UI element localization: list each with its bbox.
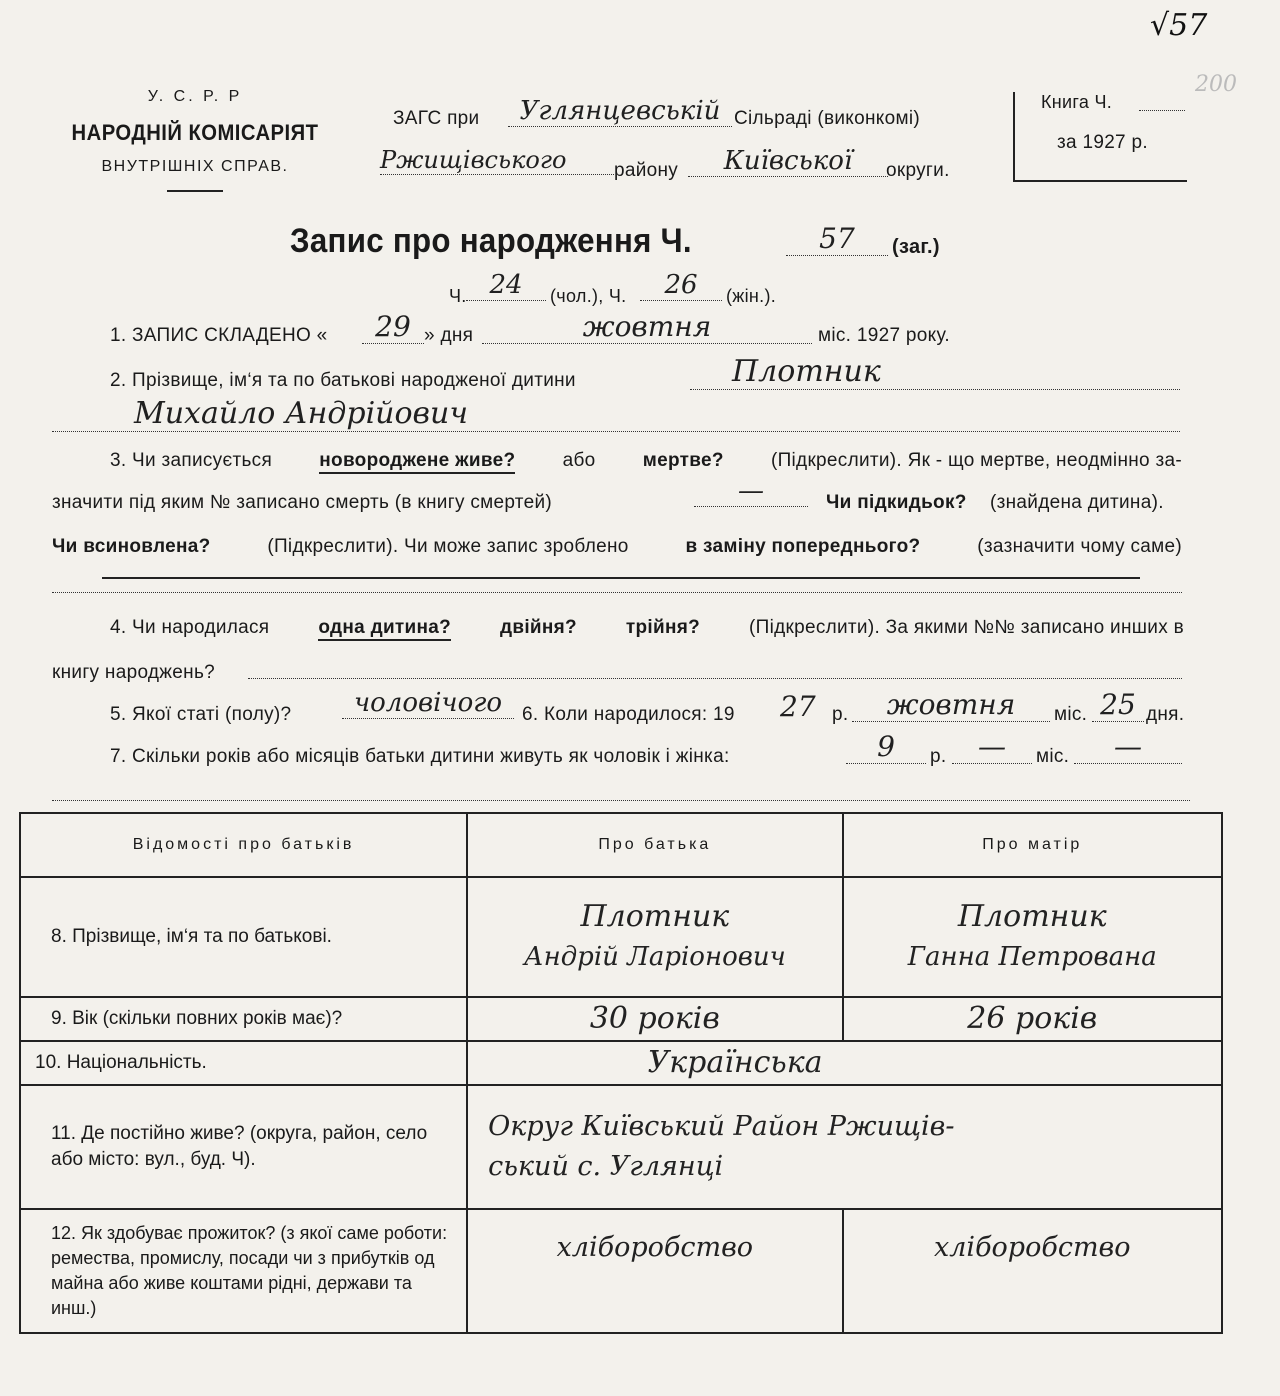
row-label-residence: 11. Де постійно живе? (округа, район, село або місто: вул., буд. Ч). [20,1085,467,1209]
header-info: Відомості про батьків [20,813,467,877]
village-council-field: Углянцевській [508,96,732,127]
male-label: (чол.), Ч. [550,286,627,306]
father-name-cell [467,877,842,997]
table-row-occupation [20,1209,1222,1333]
strike-line [102,577,1140,579]
male-count-field: 24 [466,270,546,301]
item7-blank-line [52,800,1190,801]
option-replacement: в заміну попереднього? [685,536,921,557]
female-count-field: 26 [640,270,722,301]
item7-label: 7. Скільки років або місяців батьки дитини живуть як чоловік і жінка: [110,746,730,767]
item4-line1 [110,617,1184,641]
option-single: одна дитина? [318,617,451,641]
row-label-occupation: 12. Як здобуває прожиток? (з якої саме роботи: ремества, промислу, посади чи з прибутків од майна або живе коштами рідні, держави та инш.) [20,1209,467,1333]
birth-month-field: жовтня [852,688,1050,722]
zags-prefix: ЗАГС при [393,108,480,129]
father-surname: Плотник [580,899,730,934]
book-number-dots [1139,110,1185,111]
row-label-names: 8. Прізвище, ім‘я та по батькові. [20,877,467,997]
item3-q: 3. Чи записується [110,450,273,471]
mother-age-cell: 26 років [843,997,1222,1041]
item7-extra-field: — [1074,730,1182,764]
residence-cell [467,1085,1222,1209]
item6-day-suffix: дня. [1146,704,1185,725]
child-surname-field [690,354,1180,390]
death-record-field: — [694,476,808,507]
option-foundling: Чи підкидьок? [826,492,967,513]
row-label-nationality: 10. Національність. [20,1041,467,1085]
archive-number-mark: √57 [1150,8,1208,43]
child-name: Михайло Андрійович [134,396,468,431]
item1-month-field: жовтня [482,310,812,344]
item6-month-suffix: міс. [1054,704,1088,725]
item3-replacement-note: (зазначити чому саме) [977,536,1182,557]
item3-or: або [562,450,596,471]
item3-blank-line [52,592,1182,593]
mother-given-names: Ганна Петрована [907,942,1157,972]
sub-prefix: Ч. [449,286,467,306]
mother-occupation-cell: хліборобство [843,1209,1222,1333]
item2-label: 2. Прізвище, ім‘я та по батькові народженої дитини [110,370,576,391]
item6-year-suffix: р. [832,704,849,725]
faint-pencil-mark: 200 [1195,72,1237,97]
item4-q: 4. Чи народилася [110,617,270,638]
raion-label: району [614,160,679,181]
option-twins: двійня? [500,617,577,638]
parents-table [19,812,1223,1334]
option-alive: новороджене живе? [319,450,515,474]
item3-line1 [110,450,1182,474]
mother-surname: Плотник [957,899,1107,934]
issuing-authority [60,88,330,192]
residence-line2: ський с. Углянці [488,1151,724,1182]
option-dead: мертве? [642,450,724,471]
table-row-age [20,997,1222,1041]
item1-suffix: міс. 1927 року. [818,325,950,346]
item3-line3 [52,536,1182,558]
item4-instruction: (Підкреслити). За якими №№ записано инших в [748,617,1184,638]
table-row-residence [20,1085,1222,1209]
item6-label: 6. Коли народилося: 19 [522,704,735,725]
child-name-field [52,396,1180,432]
item3-foundling-note: (знайдена дитина). [990,492,1164,513]
birth-year-field: 27 [780,690,816,723]
book-box [1013,92,1187,182]
item3-line2a: значити під яким № записано смерть (в книгу смертей) [52,492,552,513]
header-father: Про батька [467,813,842,877]
book-year: за 1927 р. [1057,132,1148,153]
raion-field: Ржищівського [380,146,614,175]
okruha-field: Київської [688,146,888,177]
row-label-age: 9. Вік (скільки повних років має)? [20,997,467,1041]
header-divider [167,190,223,192]
record-number-field: 57 [786,222,888,256]
item4-blank-field [248,678,1182,679]
father-age-cell: 30 років [467,997,842,1041]
female-label: (жін.). [726,286,777,306]
item5-label: 5. Якої статі (полу)? [110,704,292,725]
item1-label: 1. ЗАПИС СКЛАДЕНО « [110,325,328,346]
item3-instruction: (Підкреслити). Як - що мертве, неодмінно за- [770,450,1182,471]
book-label: Книга Ч. [1041,92,1113,112]
item1-day-field: 29 [362,310,424,344]
option-adopted: Чи всиновлена? [52,536,211,557]
mother-name-cell [843,877,1222,997]
nationality-cell: Українська [467,1041,1222,1085]
ministry-label: ВНУТРІШНІХ СПРАВ. [101,158,289,175]
zags-suffix: Сільраді (виконкомі) [734,108,920,129]
item1-day-label: » дня [424,325,474,346]
item4-line2: книгу народжень? [52,662,216,683]
total-label: (заг.) [892,236,940,258]
item7-months-suffix: міс. [1036,746,1070,767]
commissariat-label: НАРОДНІЙ КОМІСАРІЯТ [71,120,319,145]
father-occupation-cell: хліборобство [467,1209,842,1333]
header-mother: Про матір [843,813,1222,877]
record-title: Запис про народження Ч. [290,222,692,260]
table-row-nationality [20,1041,1222,1085]
table-row-names [20,877,1222,997]
years-together-field: 9 [846,730,926,764]
months-together-field: — [952,730,1032,764]
birth-day-field: 25 [1092,688,1144,722]
okruha-label: округи. [886,160,950,181]
item7-years-suffix: р. [930,746,947,767]
sex-field: чоловічого [342,688,514,719]
ussr-label: У. С. Р. Р [147,88,243,105]
option-triplets: трійня? [625,617,701,638]
residence-line1: Округ Київський Район Ржищів- [488,1111,955,1142]
item3-replacement-q: (Підкреслити). Чи може запис зроблено [267,536,629,557]
child-surname: Плотник [732,354,881,389]
table-header-row [20,813,1222,877]
father-given-names: Андрій Ларіонович [523,942,786,972]
